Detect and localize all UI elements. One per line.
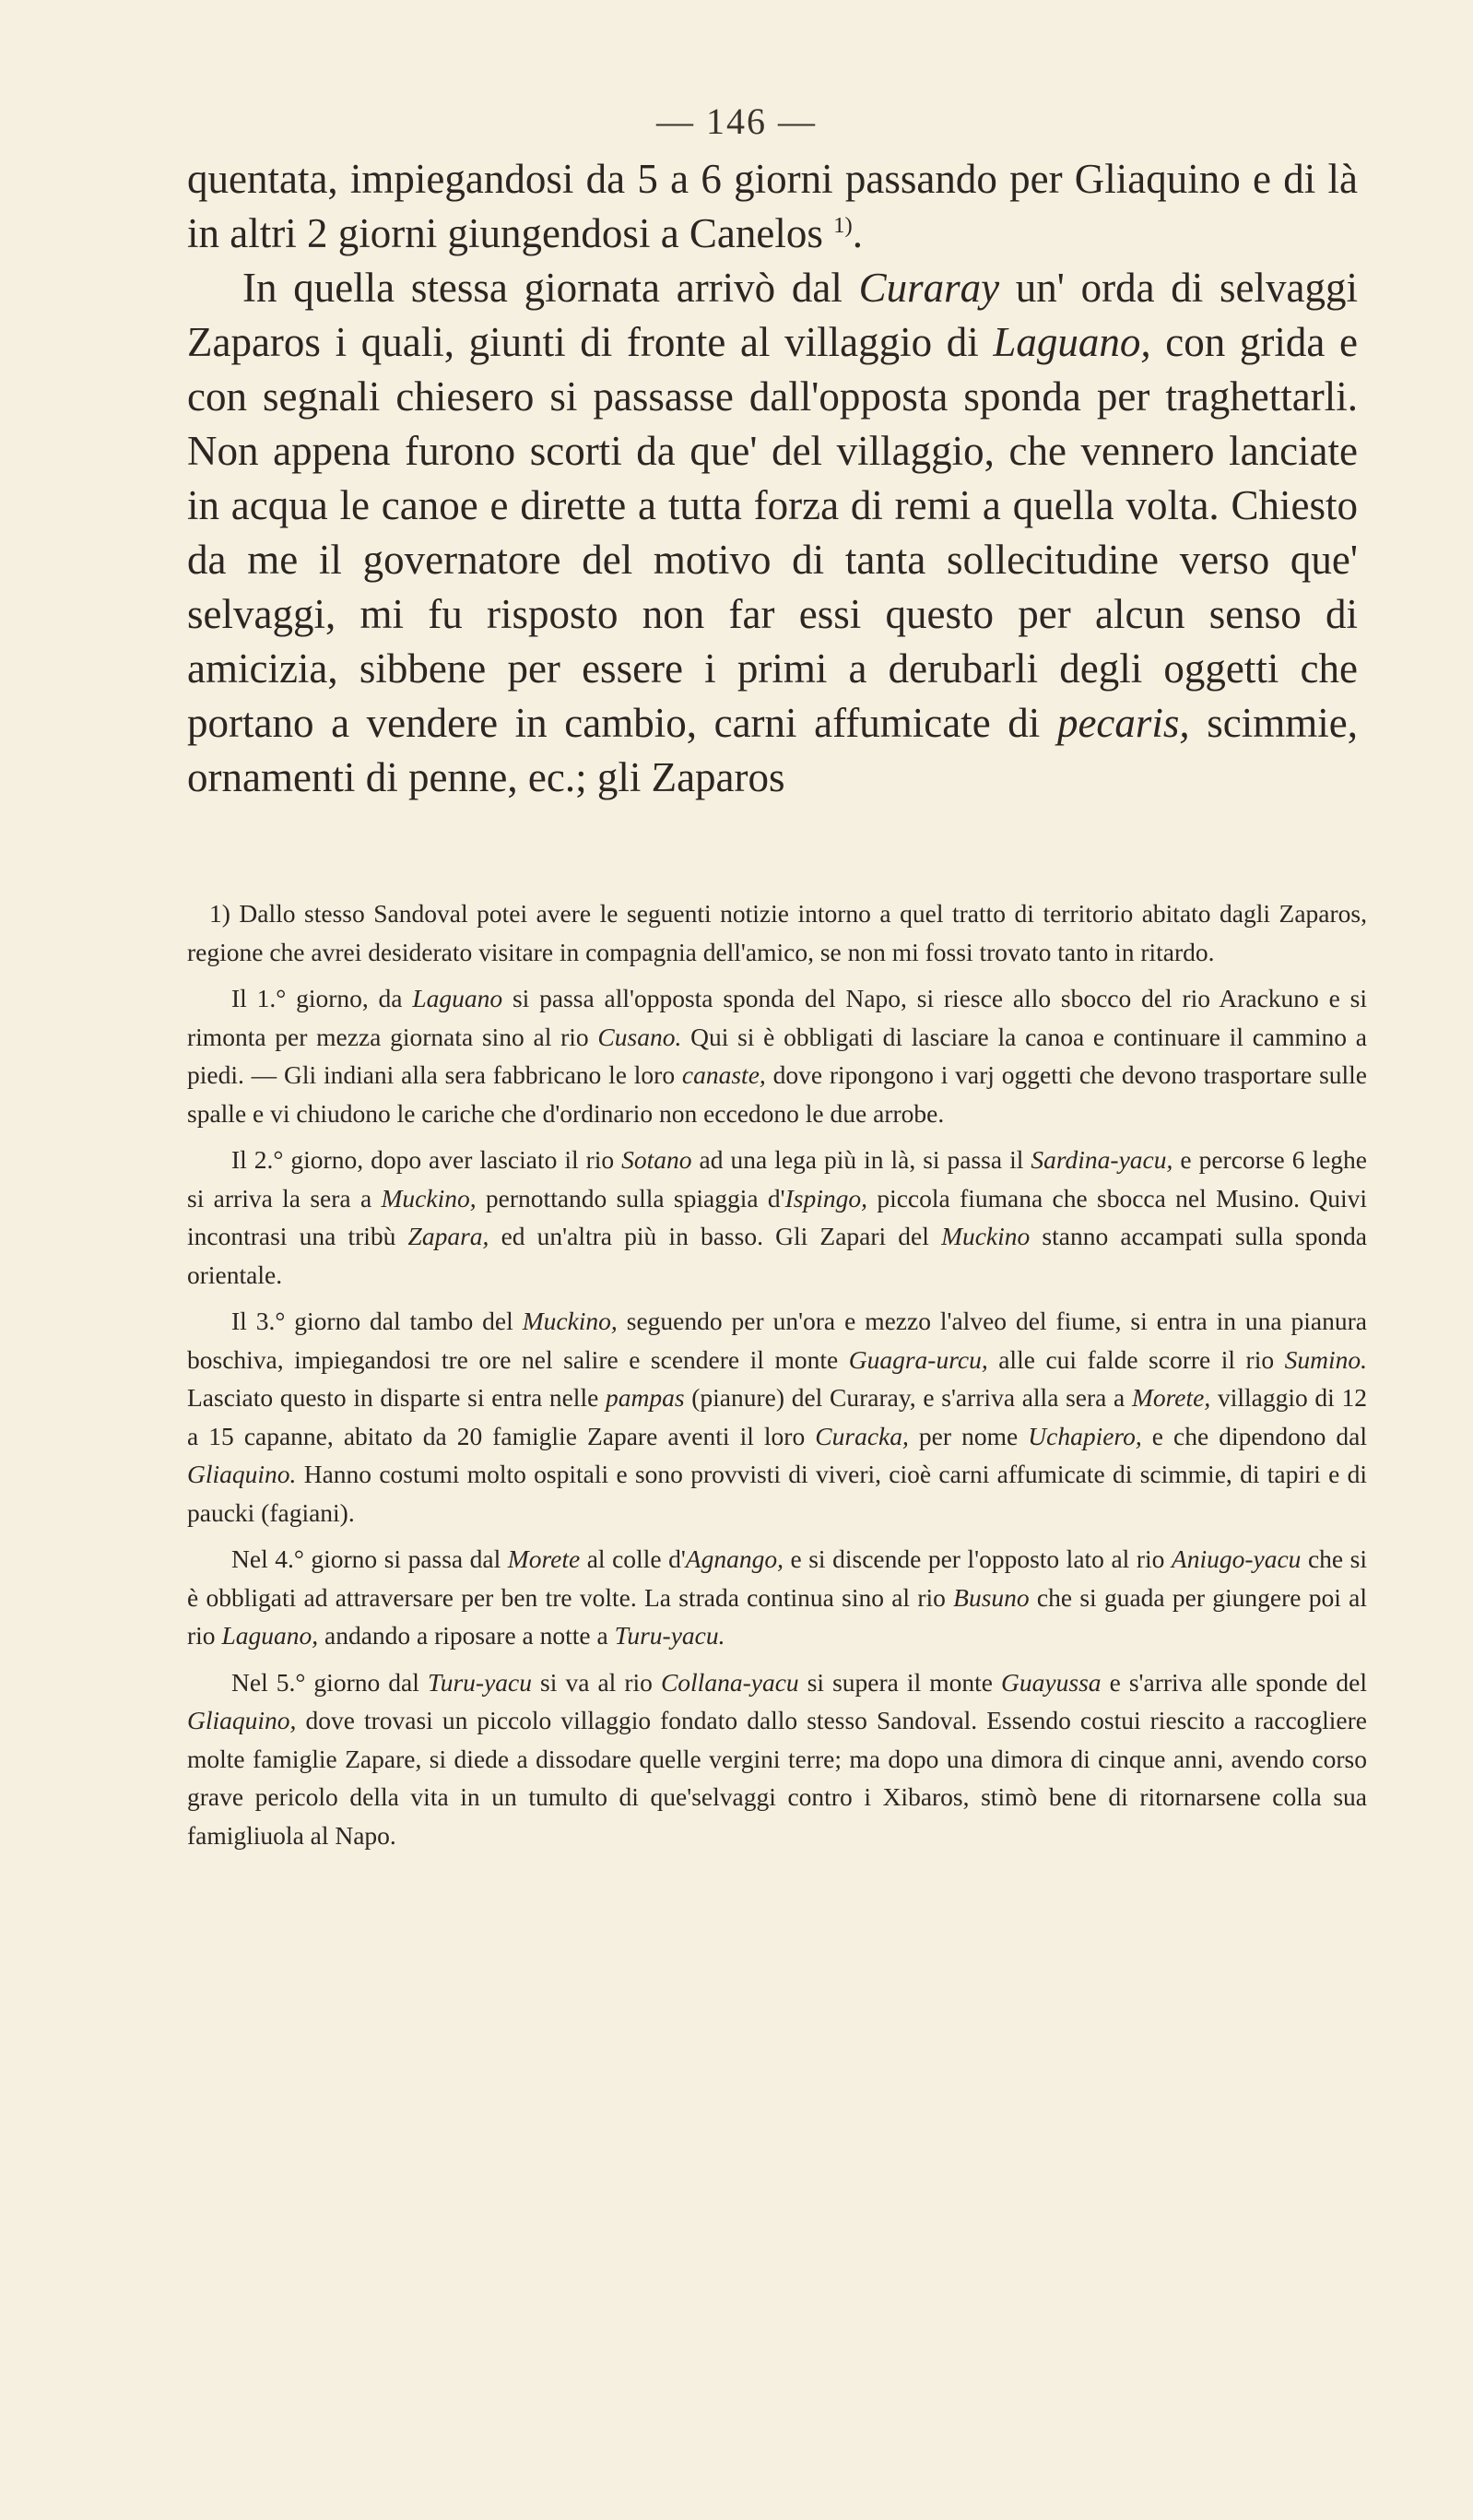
footnote-day-4: Nel 4.° giorno si passa dal Morete al colle d'Agnango, e si discende per l'opposto lato al rio Aniugo-yacu che si è obbligati ad attraversare per ben tre volte. La strada continua sino al rio Busuno che si guada per giungere poi al rio Laguano, andando a riposare a notte a Turu-yacu. (187, 1544, 1367, 1650)
body-text (187, 152, 1358, 805)
footnote-ref: 1) (833, 213, 853, 238)
footnote-1: 1) Dallo stesso Sandoval potei avere le seguenti notizie intorno a quel tratto di territorio abitato dagli Zaparos, regione che avrei desiderato visitare in compagnia dell'amico, se non mi fossi trovato tanto in ritardo. (187, 899, 1367, 966)
page-number: — 146 — (656, 101, 817, 142)
footnote-day-1: Il 1.° giorno, da Laguano si passa all'opposta sponda del Napo, si riesce allo sbocco del rio Arackuno e si rimonta per mezza giornata sino al rio Cusano. Qui si è obbligati di lasciare la canoa e continuare il cammino a piedi. — Gli indiani alla sera fabbricano le loro canaste, dove ripongono i varj oggetti che devono trasportare sulle spalle e vi chiudono le cariche che d'ordinario non eccedono le due arrobe. (187, 984, 1368, 1128)
paragraph-2: In quella stessa giornata arrivò dal Curaray un' orda di selvaggi Zaparos i quali, giunti di fronte al villaggio di Laguano, con grida e con segnali chiesero si passasse dall'opposta sponda per traghettarli. Non appena furono scorti da que' del villaggio, che vennero lanciate in acqua le canoe e dirette a tutta forza di remi a quella volta. Chiesto da me il governatore del motivo di tanta sollecitudine verso que' selvaggi, mi fu risposto non far essi questo per alcun senso di amicizia, sibbene per essere i primi a derubarli degli oggetti che portano a vendere in cambio, carni affumicate di pecaris, scimmie, ornamenti di penne, ec.; gli Zaparos (187, 265, 1359, 800)
footnote-day-5: Nel 5.° giorno dal Turu-yacu si va al rio Collana-yacu si supera il monte Guayussa e s'arriva alle sponde del Gliaquino, dove trovasi un piccolo villaggio fondato dallo stesso Sandoval. Essendo costui riescito a raccogliere molte famiglie Zapare, si diede a dissodare quelle vergini terre; ma dopo una dimora di cinque anni, avendo corso grave pericolo della vita in un tumulto di que'selvaggi contro i Xibaros, stimò bene di ritornarsene colla sua famigliuola al Napo. (187, 1667, 1367, 1850)
paragraph-1: quentata, impiegandosi da 5 a 6 giorni passando per Gliaquino e di là in altri 2 giorni giungendosi a Canelos $^{1)}$. (187, 156, 1358, 256)
footnote-day-2: Il 2.° giorno, dopo aver lasciato il rio Sotano ad una lega più in là, si passa il Sardina-yacu, e percorse 6 leghe si arriva la sera a Muckino, pernottando sulla spiaggia d'Ispingo, piccola fiumana che sbocca nel Musino. Quivi incontrasi una tribù Zapara, ed un'altra più in basso. Gli Zapari del Muckino stanno accampati sulla sponda orientale. (187, 1145, 1368, 1289)
footnote-day-3: Il 3.° giorno dal tambo del Muckino, seguendo per un'ora e mezzo l'alveo del fiume, si entra in una pianura boschiva, impiegandosi tre ore nel salire e scendere il monte Guagra-urcu, alle cui falde scorre il rio Sumino. Lasciato questo in disparte si entra nelle pampas (pianure) del Curaray, e s'arriva alla sera a Morete, villaggio di 12 a 15 capanne, abitato da 20 famiglie Zapare aventi il loro Curacka, per nome Uchapiero, e che dipendono dal Gliaquino. Hanno costumi molto ospitali e sono provvisti di viveri, cioè carni affumicate di scimmie, di tapiri e di paucki (fagiani). (187, 1307, 1367, 1527)
footnotes (187, 894, 1367, 1863)
